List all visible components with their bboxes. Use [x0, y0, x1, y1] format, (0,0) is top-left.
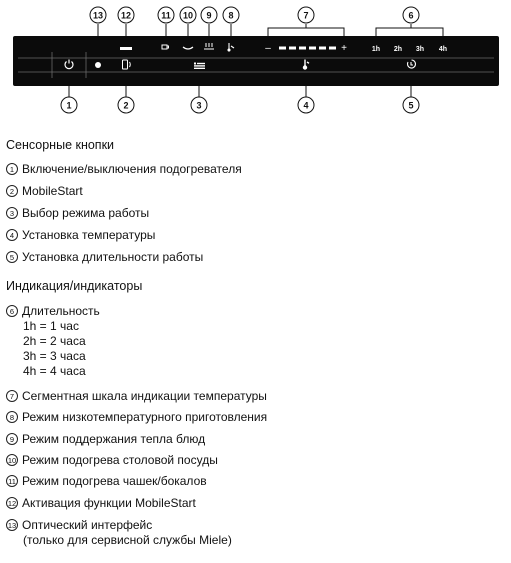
- legend-item-6: 6 Длительность 1h = 1 час 2h = 2 часа 3h = 3 часа 4h = 4 часа: [6, 304, 100, 379]
- callout-10: 10: [182, 10, 194, 21]
- legend-item-10: 10 Режим подогрева столовой посуды: [7, 453, 218, 467]
- touch-section-title: Сенсорные кнопки: [6, 138, 115, 152]
- legend-item-5: 5 Установка длительности работы: [6, 250, 203, 265]
- callout-11: 11: [161, 10, 171, 21]
- duration-4h: 4h: [438, 46, 448, 53]
- legend-item-9: 9 Режим поддержания тепла блюд: [6, 432, 205, 447]
- legend-item-3: 3 Выбор режима работы: [6, 206, 149, 221]
- legend-item-4: 4 Установка температуры: [6, 228, 155, 243]
- legend-item-2: 2 MobileStart: [6, 184, 83, 199]
- callout-5: 5: [408, 100, 414, 111]
- duration-2h: 2h: [393, 46, 403, 53]
- duration-1h: 1h: [371, 46, 381, 53]
- callout-13: 13: [92, 10, 104, 21]
- callout-7: 7: [303, 10, 309, 21]
- callout-3: 3: [196, 100, 202, 111]
- callout-8: 8: [228, 10, 234, 21]
- callout-4: 4: [303, 100, 309, 111]
- legend-item-8: 8 Режим низкотемпературного приготовления: [6, 410, 267, 425]
- legend-item-13: 13 Оптический интерфейс (только для сервисной службы Miele): [7, 518, 232, 547]
- optical-interface-dot: [95, 62, 101, 68]
- legend-item-12: 12 Активация функции MobileStart: [7, 496, 196, 510]
- mobilestart-indicator-bar: [120, 47, 132, 50]
- control-panel-diagram: [0, 0, 511, 130]
- callout-9: 9: [206, 10, 212, 21]
- legend-item-1: 1 Включение/выключения подогревателя: [6, 162, 242, 177]
- indicator-section-title: Индикация/индикаторы: [6, 279, 143, 293]
- legend-item-11: 11 Режим подогрева чашек/бокалов: [6, 474, 207, 489]
- temp-minus-label: –: [265, 43, 271, 54]
- callout-2: 2: [123, 100, 129, 111]
- duration-3h: 3h: [415, 46, 425, 53]
- callout-1: 1: [66, 100, 72, 111]
- mode-select-icon[interactable]: [194, 63, 205, 70]
- temp-plus-label: +: [341, 43, 347, 54]
- legend-item-7: 7 Сегментная шкала индикации температуры: [6, 389, 267, 404]
- callout-6: 6: [408, 10, 414, 21]
- callout-12: 12: [120, 10, 132, 21]
